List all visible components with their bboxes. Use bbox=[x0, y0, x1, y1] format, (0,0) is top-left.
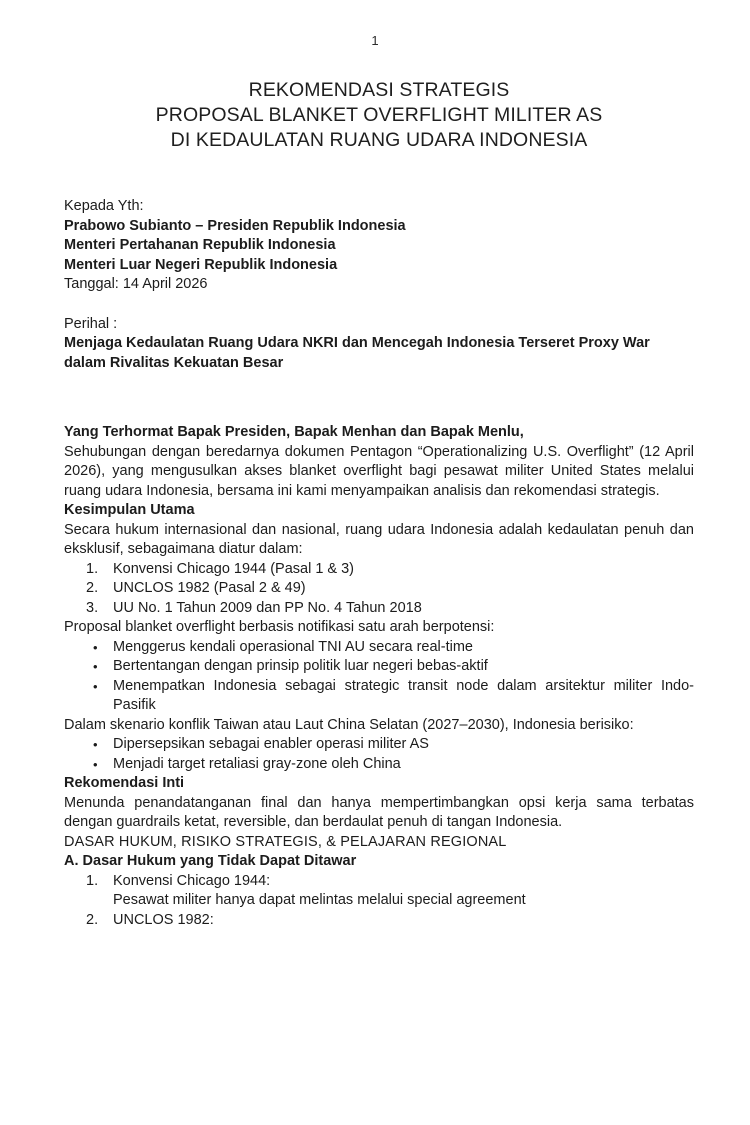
recipient-defense-minister: Menteri Pertahanan Republik Indonesia bbox=[64, 237, 336, 253]
potensi-intro: Proposal blanket overflight berbasis notifikasi satu arah berpotensi: bbox=[64, 619, 495, 635]
list-item bbox=[64, 657, 694, 677]
list-marker: 1. bbox=[86, 872, 99, 889]
list-item bbox=[64, 735, 694, 755]
bullet-icon: • bbox=[93, 678, 98, 694]
list-marker: 1. bbox=[86, 560, 99, 577]
list-marker: 2. bbox=[86, 911, 99, 928]
subject-label: Perihal : bbox=[64, 315, 118, 332]
list-item bbox=[64, 599, 694, 619]
list-item bbox=[64, 755, 694, 775]
title-line-3: DI KEDAULATAN RUANG UDARA INDONESIA bbox=[170, 129, 588, 151]
salutation: Yang Terhormat Bapak Presiden, Bapak Menhan dan Bapak Menlu, bbox=[64, 424, 524, 440]
kesimpulan-list bbox=[64, 560, 694, 619]
recipient-president: Prabowo Subianto – Presiden Republik Indonesia bbox=[64, 217, 406, 234]
subject-block bbox=[64, 315, 694, 374]
list-item-text: Dipersepsikan sebagai enabler operasi militer AS bbox=[113, 736, 429, 752]
heading-kesimpulan-utama: Kesimpulan Utama bbox=[64, 502, 195, 518]
recipient-foreign-minister: Menteri Luar Negeri Republik Indonesia bbox=[64, 256, 338, 273]
skenario-intro: Dalam skenario konflik Taiwan atau Laut China Selatan (2027–2030), Indonesia berisiko: bbox=[64, 716, 634, 733]
document-title bbox=[64, 78, 694, 153]
list-marker: 3. bbox=[86, 599, 99, 616]
bullet-icon: • bbox=[93, 737, 98, 752]
list-item bbox=[64, 638, 694, 658]
list-item-text: Konvensi Chicago 1944: bbox=[113, 872, 271, 889]
list-item-text: Konvensi Chicago 1944 (Pasal 1 & 3) bbox=[113, 560, 355, 577]
potensi-list bbox=[64, 638, 694, 716]
list-item bbox=[64, 911, 694, 931]
list-item-subtext: Pesawat militer hanya dapat melintas melalui special agreement bbox=[113, 892, 526, 908]
list-item-text: Menempatkan Indonesia sebagai strategic transit node dalam arsitektur militer Indo-Pasifik bbox=[113, 677, 694, 713]
list-item-text: Bertentangan dengan prinsip politik luar negeri bebas-aktif bbox=[113, 658, 488, 674]
bullet-icon: • bbox=[93, 659, 98, 674]
addressee-label: Kepada Yth: bbox=[64, 198, 144, 214]
kesimpulan-intro: Secara hukum internasional dan nasional, ruang udara Indonesia adalah kedaulatan penuh dan eksklusif, sebagaimana diatur dalam: bbox=[64, 521, 694, 557]
title-line-1: REKOMENDASI STRATEGIS bbox=[248, 79, 510, 101]
title-line-2: PROPOSAL BLANKET OVERFLIGHT MILITER AS bbox=[155, 104, 603, 126]
list-item bbox=[64, 579, 694, 599]
intro-paragraph: Sehubungan dengan beredarnya dokumen Pentagon “Operationalizing U.S. Overflight” (12 April 2026), yang mengusulkan akses blanket overflight bagi pesawat militer United States melalui ruang udara Indonesia, bersama ini kami menyampaikan analisis dan rekomendasi strategis. bbox=[64, 443, 694, 499]
document-date: Tanggal: 14 April 2026 bbox=[64, 276, 208, 292]
list-item bbox=[64, 560, 694, 580]
list-marker: 2. bbox=[86, 580, 99, 596]
list-item-text: UNCLOS 1982 (Pasal 2 & 49) bbox=[113, 580, 306, 596]
list-item-text: Menjadi target retaliasi gray-zone oleh China bbox=[113, 755, 401, 772]
bullet-icon: • bbox=[93, 639, 98, 655]
list-item-text: UU No. 1 Tahun 2009 dan PP No. 4 Tahun 2018 bbox=[113, 599, 422, 616]
list-item-text: UNCLOS 1982: bbox=[113, 911, 214, 928]
document-content bbox=[64, 78, 694, 930]
page-number: 1 bbox=[371, 33, 379, 48]
heading-rekomendasi-inti: Rekomendasi Inti bbox=[64, 775, 185, 791]
rekomendasi-text: Menunda penandatanganan final dan hanya mempertimbangkan opsi kerja sama terbatas dengan guardrails ketat, reversible, dan berdaulat penuh di tangan Indonesia. bbox=[64, 794, 694, 830]
list-item bbox=[64, 677, 694, 716]
list-item bbox=[64, 872, 694, 911]
heading-a-dasar-hukum: A. Dasar Hukum yang Tidak Dapat Ditawar bbox=[64, 853, 357, 869]
skenario-list bbox=[64, 735, 694, 774]
subject-text: Menjaga Kedaulatan Ruang Udara NKRI dan Mencegah Indonesia Terseret Proxy War dalam Rivalitas Kekuatan Besar bbox=[64, 335, 650, 371]
list-item-text: Menggerus kendali operasional TNI AU secara real-time bbox=[113, 638, 473, 655]
dasar-hukum-list bbox=[64, 872, 694, 931]
section-header-dasar-hukum: DASAR HUKUM, RISIKO STRATEGIS, & PELAJARAN REGIONAL bbox=[64, 833, 507, 850]
bullet-icon: • bbox=[93, 756, 98, 772]
addressee-block bbox=[64, 197, 694, 295]
